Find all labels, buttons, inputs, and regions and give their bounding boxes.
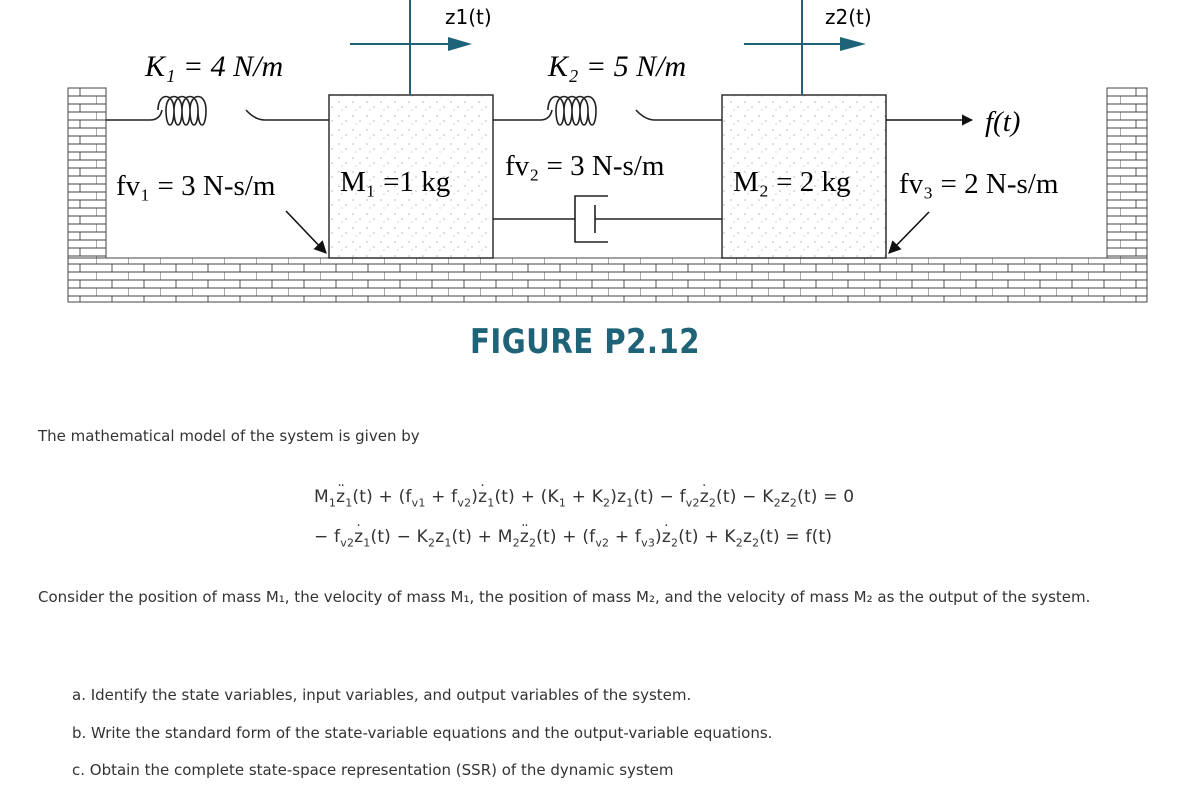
floor <box>68 258 1147 302</box>
fv3-label: fv₃ = 2 N-s/m <box>899 168 1059 200</box>
figure-caption: FIGURE P2.12 <box>470 322 701 362</box>
z1-label: z1(t) <box>445 5 492 29</box>
spring-k2 <box>493 97 722 126</box>
intro-text: The mathematical model of the system is given by <box>38 427 420 445</box>
equation-1: $M_1$.. $z_1(t) + (f_{v1} + f_{v2})$. $z_1(t) + (K_1 + K_2)z_1(t) - f_{v2}$. $z_2(t) - K_2z_2(t) = 0$ <box>314 487 854 509</box>
task-b: b. Write the standard form of the state-variable equations and the output-variable equations. <box>72 724 773 742</box>
task-a: a. Identify the state variables, input variables, and output variables of the system. <box>72 686 692 704</box>
fv2-label: fv₂ = 3 N-s/m <box>505 150 665 182</box>
spring-k1 <box>106 97 329 126</box>
damper-fv2 <box>493 196 722 242</box>
m2-label: M₂ = 2 kg <box>733 166 851 198</box>
m1-label: M₁ =1 kg <box>340 166 451 198</box>
friction-arrow-fv3 <box>889 212 929 253</box>
consider-text: Consider the position of mass M₁, the velocity of mass M₁, the position of mass M₂, and the velocity of mass M₂ as the output of the system. <box>38 588 1091 606</box>
task-c: c. Obtain the complete state-space representation (SSR) of the dynamic system <box>72 761 674 779</box>
friction-arrow-fv1 <box>286 211 326 253</box>
force-label: f(t) <box>985 106 1021 138</box>
fv1-label: fv₁ = 3 N-s/m <box>116 170 276 202</box>
k1-label: K₁ = 4 N/m <box>145 50 284 83</box>
equation-2: − $f_{v2}$. $z_1(t) - K_2z_1(t) + M_2$.. $z_2(t) + (f_{v2} + f_{v3})$. $z_2(t) + K_2z_2(t) = f(t)$ <box>314 527 832 549</box>
z2-label: z2(t) <box>825 5 872 29</box>
k2-label: K₂ = 5 N/m <box>548 50 687 83</box>
